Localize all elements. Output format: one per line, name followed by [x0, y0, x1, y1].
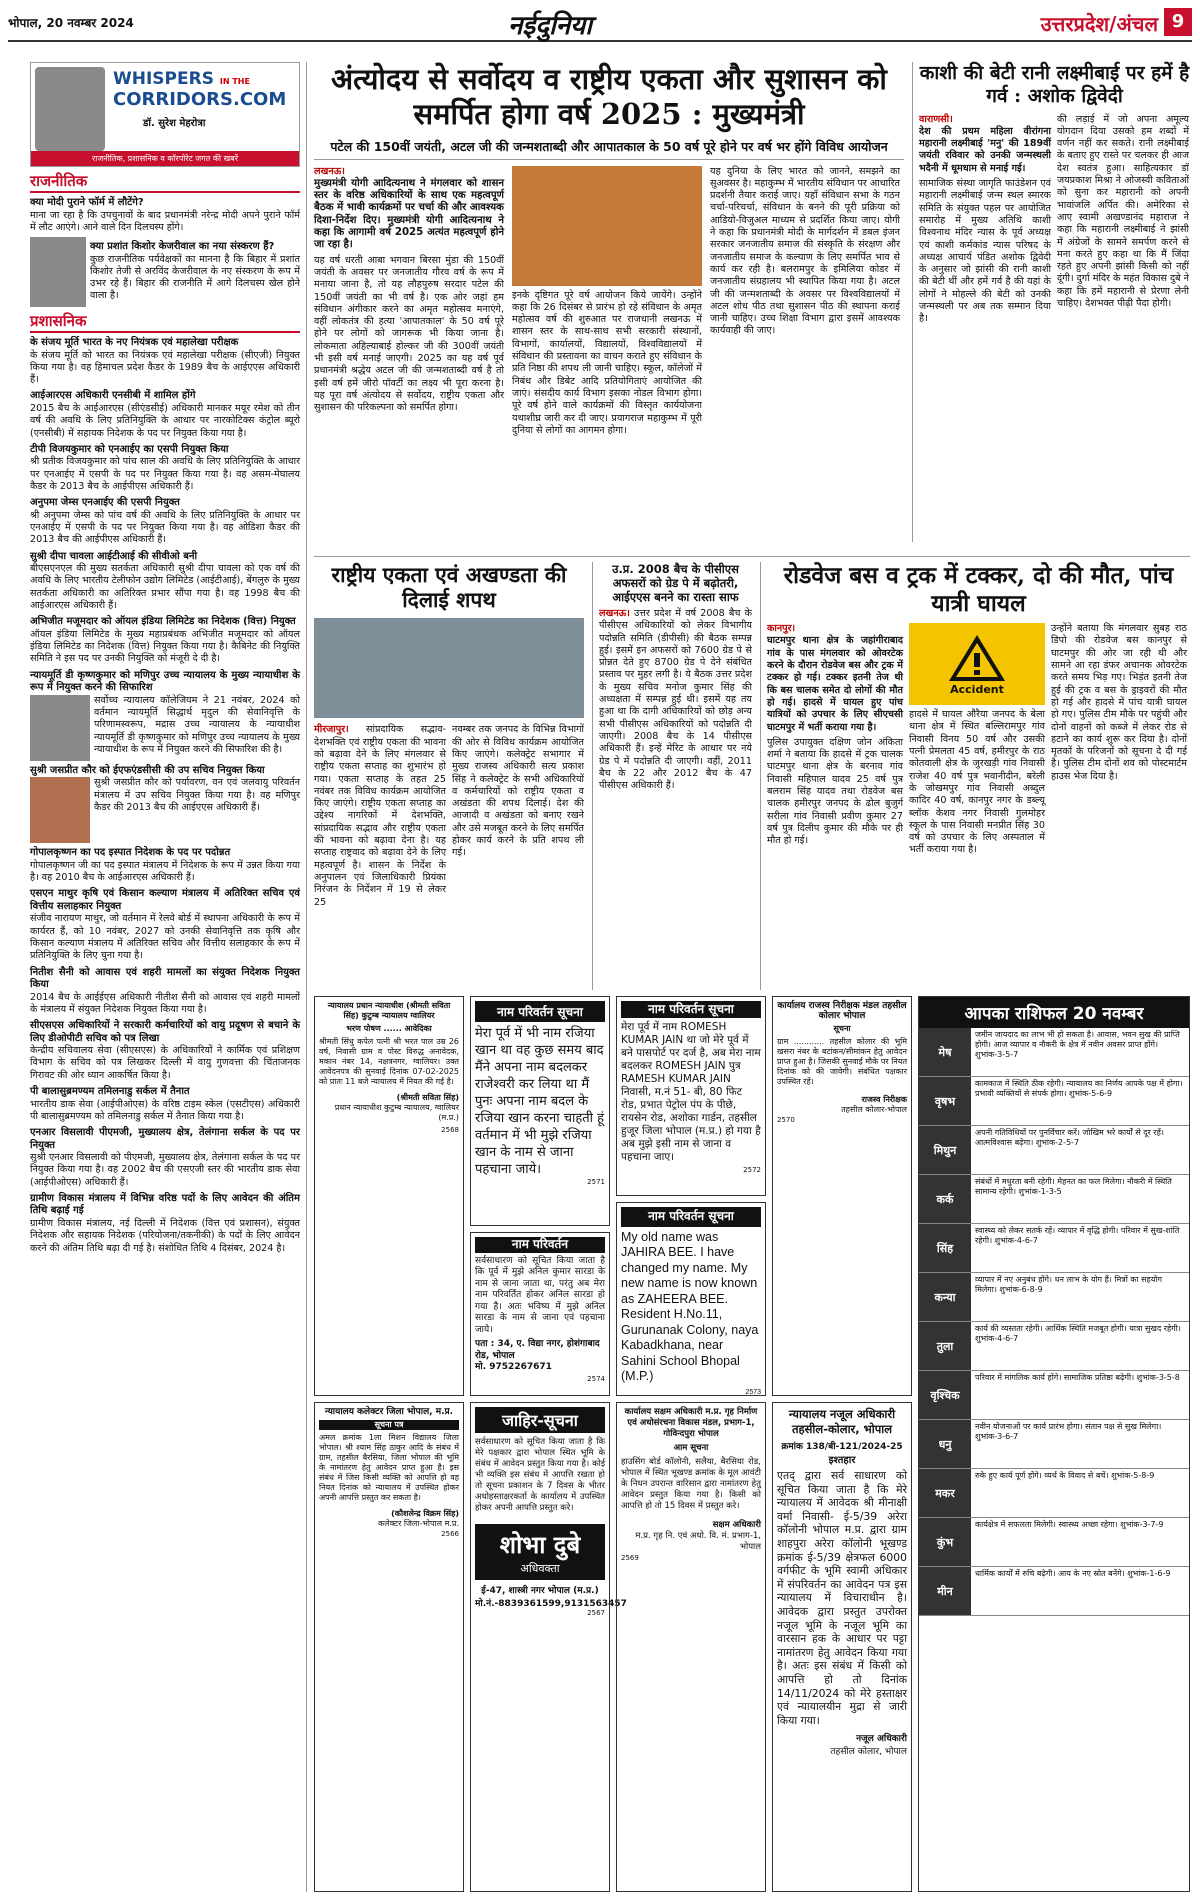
whispers-logo: WHISPERS IN THE CORRIDORS.COM	[113, 69, 287, 110]
lead-intro: मुख्यमंत्री योगी आदित्यनाथ ने मंगलवार को शासन स्तर के वरिष्ठ अधिकारियों के साथ एक महत्वपूर्ण बैठक में भावी कार्यक्रमों पर चर्चा की और आवश्यक दिशा-निर्देश दिए। मुख्यमंत्री योगी आदित्यनाथ ने कहा कि आगामी वर्ष 2025 अत्यंत महत्वपूर्ण होने जा रहा है।	[314, 177, 504, 251]
rashi-name: सिंह	[919, 1224, 971, 1272]
list-item: क्या मोदी पुराने फॉर्म में लौटेंगे? माना जा रहा है कि उपचुनावों के बाद प्रधानमंत्री नरेन्द्र मोदी अपने पुराने फॉर्म में लौट आएंगे। आने वाले दिन दिलचस्प होंगे।	[30, 197, 300, 233]
news-photo	[30, 237, 86, 307]
news-photo	[30, 777, 90, 843]
column-divider	[306, 62, 307, 1892]
nazul-notice: न्यायालय नजूल अधिकारी तहसील-कोलार, भोपाल क्रमांक 138/बी-121/2024-25 इश्तहार एतद् द्वारा सर्व साधारण को सूचित किया जाता है कि मेरे न्यायालय में आवेदक श्री मीनाक्षी वर्मा निवासी- ई-5/39 अरेरा कॉलोनी भोपाल म.प्र. द्वारा ग्राम शाहपुरा अरेरा कॉलोनी भूखण्ड क्रमांक ई-5/39 क्षेत्रफल 6000 वर्गफीट के भूमि स्वामी अधिकार में संपरिवर्तन का आवेदन पत्र इस न्यायालय में विचाराधीन है। आवेदक द्वारा प्रस्तुत उपरोक्त नजूल भूमि के नजूल भूमि का वारसान हक के आधार पर पट्टा नामांतरण हेतु आवेदन किया गया है। अतः इस संबंध में किसी को आपत्ति हो तो दिनांक 14/11/2024 को मेरे हस्ताक्षर एवं न्यायालयीन मुद्रा से जारी किया गया। नजूल अधिकारी तहसील कोलार, भोपाल	[772, 1402, 912, 1892]
list-item: सीएसएस अधिकारियों ने सरकारी कर्मचारियों को वायु प्रदूषण से बचाने के लिए डीओपीटी सचिव को पत्र लिखा केन्द्रीय सचिवालय सेवा (सीएसएस) के अधिकारियों ने कार्मिक एवं प्रशिक्षण विभाग के सचिव को पत्र लिखकर दिल्ली में वायु गुणवत्ता की चिंताजनक गिरावट की ओर ध्यान आकर्षित किया है।	[30, 1020, 300, 1081]
pcs-story	[592, 562, 752, 990]
ekta-headline: राष्ट्रीय एकता एवं अखण्डता की दिलाई शपथ	[331, 562, 567, 613]
jahir-suchna: जाहिर-सूचना सर्वसाधारण को सूचित किया जाता है कि मेरे पक्षकार द्वारा भोपाल स्थित भूमि के संबंध में आवेदन प्रस्तुत किया गया है। कोई भी व्यक्ति इस संबंध में आपत्ति रखता हो तो सूचना प्रकाशन के 7 दिवस के भीतर अधोहस्ताक्षरकर्ता के कार्यालय में उपस्थित होकर अपनी आपत्ति प्रस्तुत करे। शोभा दुबे अधिवक्ता ई-47, शास्त्री नगर भोपाल (म.प्र.) मो.नं.-8839361599,9131563457 2567	[470, 1402, 610, 1892]
name-change-notice-2: नाम परिवर्तन सूचना मेरा पूर्व में नाम ROMESH KUMAR JAIN था जो मेरे पूर्व में बने पासपोर्ट पर दर्ज है, अब मेरा नाम बदलकर ROMESH JAIN पुत्र RAMESH KUMAR JAIN निवासी, म.नं 51- बी, 80 फिट रोड, प्रभात पेट्रोल पंप के पीछे, रायसेन रोड, अशोका गार्डन, तहसील हुजूर जिला भोपाल (म.प्र.) हो गया है अब मुझे इसी नाम से जाना व पहचाना जाए। 2572	[616, 996, 766, 1196]
rashi-name: कर्क	[919, 1175, 971, 1223]
rashi-name: धनु	[919, 1420, 971, 1468]
rashi-name: वृषभ	[919, 1077, 971, 1125]
prashasnik-label: प्रशासनिक	[30, 311, 300, 333]
rashi-name: मिथुन	[919, 1126, 971, 1174]
list-item: पी बालासुब्रमण्यम तमिलनाडु सर्कल में तैनात भारतीय डाक सेवा (आईपीओएस) के वरिष्ठ टाइम स्केल (एसटीएस) अधिकारी पी बालासुब्रमण्यम को तमिलनाडु सर्कल में तैनात किया गया है।	[30, 1086, 300, 1122]
pcs-body: उत्तर प्रदेश में वर्ष 2008 बैच के पीसीएस अधिकारियों को लेकर विभागीय पदोन्नति समिति (डीपीसी) की बैठक सम्पन्न हुई। इसमें इन अफसरों को 7600 ग्रेड पे से प्रोन्नत देते हुए 8700 ग्रेड पे देने संबंधित प्रस्ताव पर मुहर लगी है। ये बैठक उत्तर प्रदेश के मुख्य सचिव मनोज कुमार सिंह की अध्यक्षता में सम्पन्न हुई थी। इसमें यह तय हुआ था कि दागी अधिकारियों को छोड़ अन्य सभी पीसीएस अधिकारियों को पदोन्नति दी जाएगी। 2008 बैच के 14 पीसीएस अधिकारी हैं। इन्हें मेरिट के आधार पर नये ग्रेड पे में पदोन्नति दी जाएगी। वहीं, 2011 बैच के 22 और 2012 बैच के 47 पीसीएस अधिकारी हैं।	[599, 608, 752, 792]
kashi-dateline: वाराणसी।	[919, 113, 953, 125]
accident-body-3: उन्होंने बताया कि मंगलवार सुबह राठ डिपो की रोडवेज बस कानपुर से घाटमपुर की ओर जा रही थी और सामने आ रहा डंफर अचानक ओवरटेक करते समय भिड़ गए। भिड़ंत इतनी तेज हुई की ट्रक व बस के ड्राइवरों की मौत हो गई और हादसे में पांच यात्री घायल हो गए। पुलिस टीम मौके पर पहुंची और दोनों वाहनों को कब्जे में लेकर रोड से हटाने का कार्य शुरू कर दिया है। दोनों मृतकों के परिजनों को सूचना दे दी गई है। पुलिस टीम दोनों शव को पोस्टमार्टम हाउस भेज दिया है।	[1051, 623, 1187, 782]
list-item: मिथुन अपनी गतिविधियों पर पुनर्विचार करें। जोखिम भरे कार्यों से दूर रहें। आत्मविश्वास बढ़ेगा। शुभांक-2-5-7	[919, 1126, 1189, 1175]
list-item: क्या प्रशांत किशोर केजरीवाल का नया संस्करण हैं? कुछ राजनीतिक पर्यवेक्षकों का मानना है कि बिहार में प्रशांत किशोर तेजी से अरविंद केजरीवाल के नए संस्करण के रूप में उभर रहे हैं। बिहार की राजनीति में आगे दिलचस्प खेल होने वाला है।	[30, 237, 300, 307]
accident-intro: घाटमपुर थाना क्षेत्र के जहांगीराबाद गांव के पास मंगलवार को ओवरटेक करने के दौरान रोडवेज बस और ट्रक में टक्कर हो गई। टक्कर इतनी तेज थी कि बस चालक समेत दो लोगों की मौत हो गई। हादसे में घायल हुए पांच यात्रियों को उपचार के लिए सीएचसी घाटमपुर में भर्ती कराया गया है।	[767, 635, 903, 733]
lead-subheadline: पटेल की 150वीं जयंती, अटल जी की जन्मशताब्दी और आपातकाल के 50 वर्ष पूरे होने पर वर्ष भर होंगे विविध आयोजन	[314, 138, 904, 160]
whispers-tagline: राजनीतिक, प्रशासनिक व कॉरपोरेट जगत की खबरें	[31, 151, 299, 166]
masthead-logo: नईदुनिया	[508, 11, 592, 41]
list-item: तुला कार्य की व्यस्तता रहेगी। आर्थिक स्थिति मजबूत होगी। यात्रा सुखद रहेगी। शुभांक-4-6-7	[919, 1322, 1189, 1371]
page-date: भोपाल, 20 नवम्बर 2024	[8, 16, 134, 30]
collector-notice: न्यायालय कलेक्टर जिला भोपाल, म.प्र. सूचना पत्र अमल क्रमांक 1ला मिशन विद्यालय जिला भोपाल। श्री श्याम सिंह ठाकुर आदि के संबंध में ग्राम, तहसील बैरसिया, जिला भोपाल की भूमि के नामांतरण हेतु आवेदन प्राप्त हुआ है। इस संबंध में जिस किसी व्यक्ति को आपत्ति हो वह नियत दिनांक को न्यायालय में उपस्थित होकर अपनी आपत्ति प्रस्तुत कर सकता है। (कौशलेन्द्र विक्रम सिंह) कलेक्टर जिला-भोपाल म.प्र. 2566	[314, 1402, 464, 1892]
kashi-intro: देश की प्रथम महिला वीरांगना महारानी लक्ष्मीबाई 'मनु' की 189वीं जयंती रविवार को उनकी जन्मस्थली भदैनी में धूमधाम से मनाई गई।	[919, 125, 1051, 174]
page-header	[8, 6, 1192, 42]
list-item: न्यायमूर्ति डी कृष्णकुमार को मणिपुर उच्च न्यायालय के मुख्य न्यायाधीश के रूप में नियुक्त करने की सिफारिश सर्वोच्च न्यायालय कॉलेजियम ने 21 नवंबर, 2024 को वर्तमान न्यायमूर्ति सिद्धार्थ मृदुल की सेवानिवृत्ति के परिणामस्वरूप, मद्रास उच्च न्यायालय के न्यायाधीश न्यायमूर्ति डी कृष्णकुमार को मणिपुर उच्च न्यायालय के मुख्य न्यायाधीश के रूप में नियुक्त करने की सिफारिश की है।	[30, 670, 300, 761]
list-item: आईआरएस अधिकारी एनसीबी में शामिल होंगे 2015 बैच के आईआरएस (सीएंडसीई) अधिकारी मानकर मयूर रमेश को तीन वर्ष की अवधि के लिए प्रतिनियुक्ति के आधार पर नारकोटिक्स कंट्रोल ब्यूरो (एनसीबी) में सहायक निदेशक के पद पर नियुक्त किया गया है।	[30, 390, 300, 439]
cm-photo	[512, 166, 702, 286]
accident-sign-icon: Accident	[909, 623, 1045, 705]
advocate-box: शोभा दुबे अधिवक्ता	[475, 1524, 605, 1580]
list-item: सुश्री जसप्रीत कौर को ईएफएंडसीसी की उप सचिव नियुक्त किया सुश्री जसप्रीत कौर को पर्यावरण, वन एवं जलवायु परिवर्तन मंत्रालय में उप सचिव नियुक्त किया गया है। वह मणिपुर कैडर की 2013 बैच की आईएएस अधिकारी हैं।	[30, 765, 300, 844]
list-item: कर्क संबंधों में मधुरता बनी रहेगी। मेहनत का फल मिलेगा। नौकरी में स्थिति सामान्य रहेगी। शुभांक-1-3-5	[919, 1175, 1189, 1224]
rashi-name: मीन	[919, 1567, 971, 1615]
list-item: वृषभ कामकाज में स्थिति ठीक रहेगी। न्यायालय का निर्णय आपके पक्ष में होगा। प्रभावी व्यक्तियों से संपर्क होगा। शुभांक-5-6-9	[919, 1077, 1189, 1126]
ekta-body-2: नवम्बर तक जनपद के विभिन्न विभागों की ओर से विविध कार्यक्रम आयोजित किए जाएंगे। कलेक्ट्रेट सभागार में मुख्य राजस्व अधिकारी सत्य प्रकाश सिंह ने कलेक्ट्रेट के सभी अधिकारियों व कर्मचारियों को राष्ट्रीय एकता व अखंडता की शपथ दिलाई। देश की आजादी व अखंडता को बनाए रखने और उसे मजबूत करने के लिए समर्पित होकर कार्य करने के प्रति शपथ ली गई।	[452, 724, 584, 859]
whispers-column	[30, 62, 300, 1892]
kashi-headline: काशी की बेटी रानी लक्ष्मीबाई पर हमें है गर्व : अशोक द्विवेदी	[919, 62, 1190, 107]
lead-body-1: यह वर्ष धरती आबा भगवान बिरसा मुंडा की 150वीं जयंती के अवसर पर जनजातीय गौरव वर्ष के रूप में मनाया जाना है, तो यह लौहपुरुष सरदार पटेल की 150वीं जयंती का भी वर्ष है। एक ओर जहां हम संविधान अंगीकार करने का अमृत महोत्सव मनाएंगे, वहीं लोकतंत्र की हत्या 'आपातकाल' के 50 वर्ष पूरे होने पर लोगों को जागरूक भी किया जाना है। लोकमाता अहिल्याबाई होल्कर जी की 300वीं जयंती भी इसी वर्ष मनाई जाएगी। 2025 का यह वर्ष पूर्व प्रधानमंत्री श्रद्धेय अटल जी की जन्मशताब्दी वर्ष है तो इसी वर्ष हमें जीरो पॉवर्टी का लक्ष्य भी पूरा करना है। यह पूरा वर्ष अंत्योदय से सर्वोदय, राष्ट्रीय एकता और सुशासन की परिकल्पना को समर्पित होगा।	[314, 254, 504, 414]
lead-story	[314, 62, 904, 552]
rashi-name: कन्या	[919, 1273, 971, 1321]
accident-headline: रोडवेज बस व ट्रक में टक्कर, दो की मौत, पांच यात्री घायल	[783, 562, 1174, 617]
news-photo	[30, 695, 90, 761]
list-item: कुंभ कार्यक्षेत्र में सफलता मिलेगी। स्वास्थ्य अच्छा रहेगा। शुभांक-3-7-9	[919, 1518, 1189, 1567]
rashi-name: तुला	[919, 1322, 971, 1370]
rashi-name: कुंभ	[919, 1518, 971, 1566]
section-divider	[314, 556, 1190, 557]
list-item: वृश्चिक परिवार में मांगलिक कार्य होंगे। सामाजिक प्रतिष्ठा बढ़ेगी। शुभांक-3-5-8	[919, 1371, 1189, 1420]
pcs-dateline: लखनऊ।	[599, 608, 630, 619]
rajneetik-label: राजनीतिक	[30, 171, 300, 193]
accident-dateline: कानपुर।	[767, 623, 796, 635]
ekta-body-1: सांप्रदायिक सद्भाव-देशभक्ति एवं राष्ट्रीय एकता की भावना को बढ़ावा देने के लिए मंगलवार से राष्ट्रीय एकता सप्ताह का शुभारंभ हो गया। एकता सप्ताह के तहत 25 नवंबर तक विविध कार्यक्रम आयोजित किए जाएंगे। राष्ट्रीय एकता सप्ताह का उद्देश्य नागरिकों में देशभक्ति, सांप्रदायिक सद्भाव और राष्ट्रीय एकता की भावना को बढ़ावा देना है। यह सप्ताह राष्ट्रवाद को बढ़ावा देने के लिए महत्वपूर्ण है। शासन के निर्देश के अनुपालन एवं जिलाधिकारी प्रियंका निरंजन के निर्देशन में 19 से लेकर 25	[314, 724, 446, 908]
kashi-story	[912, 62, 1190, 542]
list-item: टीपी विजयकुमार को एनआईए का एसपी नियुक्त किया श्री प्रतीक विजयकुमार को पांच साल की अवधि के लिए प्रतिनियुक्ति के आधार पर एनआईए में एसपी के पद पर नियुक्त किया गया है। वह असम-मेघालय कैडर के 2013 बैच के आईपीएस अधिकारी हैं।	[30, 443, 300, 492]
section-title: उत्तरप्रदेश/अंचल	[1040, 12, 1158, 36]
lead-dateline: लखनऊ।	[314, 165, 345, 177]
rajneetik-list	[30, 197, 300, 307]
prashasnik-list	[30, 337, 300, 1255]
kolar-revenue-notice: कार्यालय राजस्व निरीक्षक मंडल तहसील कोलार भोपाल सूचना ग्राम ............ तहसील कोलार की भूमि खसरा नंबर के बटांकन/सीमांकन हेतु आवेदन प्राप्त हुआ है। जिसकी सुनवाई मौके पर नियत दिनांक को की जावेगी। संबंधित पक्षकार उपस्थित रहें। राजस्व निरीक्षक तहसील कोलार-भोपाल 2570	[772, 996, 912, 1396]
list-item: अनुपमा जेम्स एनआईए की एसपी नियुक्त श्री अनुपमा जेम्स को पांच वर्ष की अवधि के लिए प्रतिनियुक्ति के आधार पर एनआईए में एसपी के पद पर नियुक्त किया गया है। वह ओडिशा कैडर की 2013 बैच की आईपीएस अधिकारी हैं।	[30, 497, 300, 546]
rashi-name: मकर	[919, 1469, 971, 1517]
housing-board-notice: कार्यालय सक्षम अधिकारी म.प्र. गृह निर्माण एवं अधोसंरचना विकास मंडल, प्रभाग-1, गोविन्दपुरा भोपाल आम सूचना हाउसिंग बोर्ड कॉलोनी, सलैया, बैरसिया रोड, भोपाल में स्थित भूखण्ड क्रमांक के मूल आवंटी के निधन उपरान्त वारिसान द्वारा नामांतरण हेतु आवेदन प्रस्तुत किया गया है। किसी को आपत्ति हो तो 15 दिवस में प्रस्तुत करे। सक्षम अधिकारी म.प्र. गृह नि. एवं अधो. वि. मं. प्रभाग-1, भोपाल 2569	[616, 1402, 766, 1892]
list-item: गोपालकृष्णन का पद इस्पात निदेशक के पद पर पदोन्नत गोपालकृष्णन जी का पद इस्पात मंत्रालय में निदेशक के रूप में उन्नत किया गया है। वह 2010 बैच के आईआरएस अधिकारी हैं।	[30, 847, 300, 884]
list-item: ग्रामीण विकास मंत्रालय में विभिन्न वरिष्ठ पदों के लिए आवेदन की अंतिम तिथि बढ़ाई गई ग्रामीण विकास मंत्रालय, नई दिल्ली में निदेशक (वित्त एवं प्रशासन), संयुक्त निदेशक और सहायक निदेशक (परियोजना/तकनीकी) के पदों के लिए आवेदन करने की अंतिम तिथि बढ़ा दी गई है। संशोधित तिथि 4 दिसंबर, 2024 है।	[30, 1192, 300, 1254]
accident-story	[760, 562, 1190, 990]
list-item: धनु नवीन योजनाओं पर कार्य प्रारंभ होगा। संतान पक्ष से सुख मिलेगा। शुभांक-3-6-7	[919, 1420, 1189, 1469]
list-item: के संजय मूर्ति भारत के नए नियंत्रक एवं महालेखा परीक्षक के संजय मूर्ति को भारत का नियंत्रक एवं महालेखा परीक्षक (सीएजी) नियुक्त किया गया है। वह हिमाचल प्रदेश कैडर के 1989 बैच के आईएएस अधिकारी हैं।	[30, 337, 300, 386]
list-item: सिंह स्वास्थ्य को लेकर सतर्क रहें। व्यापार में वृद्धि होगी। परिवार में सुख-शांति रहेगी। शुभांक-4-6-7	[919, 1224, 1189, 1273]
lead-headline: अंत्योदय से सर्वोदय व राष्ट्रीय एकता और सुशासन को समर्पित होगा वर्ष 2025 : मुख्यमंत्री	[331, 62, 887, 131]
list-item: मीन धार्मिक कार्यों में रुचि बढ़ेगी। आय के नए स्रोत बनेंगे। शुभांक-1-6-9	[919, 1567, 1189, 1616]
name-change-notice-3: नाम परिवर्तन सूचना My old name was JAHIRA BEE. I have changed my name. My new name is now known as ZAHEERA BEE. Resident H.No.11, Gurunanak Colony, naya Kabadkhana, near Sahini School Bhopal (M.P.) 2573	[616, 1202, 766, 1396]
rashi-name: मेष	[919, 1028, 971, 1076]
name-change-notice-1: नाम परिवर्तन सूचना मेरा पूर्व में भी नाम रजिया खान था वह कुछ समय बाद मैंने अपना नाम बदलकर राजेश्वरी कर लिया था मैं पुनः अपना नाम बदल के रजिया खान करना चाहती हूं वर्तमान में भी मुझे रजिया खान के नाम से जाना पहचाना जाये। 2571	[470, 996, 610, 1226]
list-item: अभिजीत मजूमदार को ऑयल इंडिया लिमिटेड का निदेशक (वित्त) नियुक्त ऑयल इंडिया लिमिटेड के मुख्य महाप्रबंधक अभिजीत मजूमदार को ऑयल इंडिया लिमिटेड का निदेशक (वित्त) नियुक्त किया गया है। कैबिनेट की नियुक्ति समिति ने इस पद पर उनकी नियुक्ति को मंजूरी दे दी है।	[30, 616, 300, 665]
ekta-story	[314, 562, 584, 990]
name-change-notice-4: नाम परिवर्तन सर्वसाधारण को सूचित किया जाता है कि पूर्व में मुझे अनिल कुमार सारडा के नाम से जाना जाता था, परंतु अब मेरा नाम परिवर्तित होकर अनिल सारडा हो गया है। अतः भविष्य में मुझे अनिल सारडा के नाम से जाना एवं पहचाना जाये। पता : 34, ए. विद्या नगर, होशंगाबाद रोड, भोपाल मो. 9752267671 2574	[470, 1232, 610, 1396]
pcs-headline: उ.प्र. 2008 बैच के पीसीएस अफसरों को ग्रेड पे में बढ़ोतरी, आईएएस बनने का रास्ता साफ	[612, 562, 739, 604]
author-photo	[35, 67, 105, 151]
ekta-dateline: मीरजापुर।	[314, 724, 349, 736]
list-item: मेष जमीन जायदाद का लाभ भी हो सकता है। आवास, भवन सुख की प्राप्ति होगी। आज व्यापार व नौकरी के क्षेत्र में नवीन अवसर प्राप्त होंगे। शुभांक-3-5-7	[919, 1028, 1189, 1077]
list-item: नितीश सैनी को आवास एवं शहरी मामलों का संयुक्त निदेशक नियुक्त किया 2014 बैच के आईईएस अधिकारी नीतीश सैनी को आवास एवं शहरी मामलों के मंत्रालय में संयुक्त निदेशक नियुक्त किया गया है।	[30, 966, 300, 1015]
accident-body-2: हादसे में घायल औरैया जनपद के बेला थाना क्षेत्र में स्थित बल्लिरामपुर गांव निवासी विनय 50 वर्ष और उसकी पत्नी प्रेमलता 45 वर्ष, हमीरपुर के राठ कोतवाली क्षेत्र के जुरखड़ी गांव निवासी राजेश 40 वर्ष पुत्र भवानीदीन, बरेली के जोखमपुर गांव निवासी अब्दुल कादिर 40 वर्ष, कानपुर नगर के डब्ल्यू ब्लॉक केशव नगर निवासी गुलमोहर स्कूल के पास निवासी मनप्रीत सिंह 30 वर्ष को उपचार के लिए अस्पताल में भर्ती कराया गया है।	[909, 709, 1045, 856]
kashi-body-1: सामाजिक संस्था जागृति फाउंडेशन एवं महारानी लक्ष्मीबाई जन्म स्थल स्मारक समिति के संयुक्त पहल पर आयोजित समारोह में मुख्य अतिथि काशी विश्वनाथ मंदिर न्यास के पूर्व अध्यक्ष एवं काशी कर्मकांड न्यास परिषद के अध्यक्ष आचार्य पंडित अशोक द्विवेदी के अनुसार जो झांसी की रानी काशी की बेटी थीं और हमें गर्व है की यहां के लोगों ने मोहल्ले की बेटी को उनकी जन्मस्थली पर अब तक सम्मान दिया है।	[919, 178, 1051, 325]
rashifal-title: आपका राशिफल 20 नवम्बर	[919, 997, 1189, 1028]
rashi-name: वृश्चिक	[919, 1371, 971, 1419]
rashifal-list	[919, 1028, 1189, 1616]
list-item: कन्या व्यापार में नए अनुबंध होंगे। धन लाभ के योग हैं। मित्रों का सहयोग मिलेगा। शुभांक-6-8-9	[919, 1273, 1189, 1322]
accident-body-1: पुलिस उपायुक्त दक्षिण जोन अंकिता शर्मा ने बताया कि हादसे में ट्रक चालक घाटमपुर थाना क्षेत्र के बरनाव गांव निवासी महिपाल यादव 25 वर्ष पुत्र बलराम सिंह यादव तथा रोडवेज बस चालक हमीरपुर जनपद के ढोल बुजुर्ग सरीला गांव निवासी प्रवीण कुमार 27 वर्ष पुत्र दिलीप कुमार की मौके पर ही मौत हो गई।	[767, 736, 903, 847]
list-item: मकर रुके हुए कार्य पूर्ण होंगे। व्यर्थ के विवाद से बचें। शुभांक-5-8-9	[919, 1469, 1189, 1518]
list-item: सुश्री दीपा चावला आईटीआई की सीवीओ बनी बीएसएनएल की मुख्य सतर्कता अधिकारी सुश्री दीपा चावला को एक वर्ष की अवधि के लिए भारतीय टेलीफोन उद्योग लिमिटेड (आईटीआई), बेंगलुरु के मुख्य सतर्कता अधिकारी का अतिरिक्त प्रभार सौंपा गया है। वह 1998 बैच की आईआरएस अधिकारी हैं।	[30, 550, 300, 612]
ekta-photo	[314, 618, 584, 718]
rashifal-box	[918, 996, 1190, 1892]
lead-body-2: इनके दृष्टिगत पूरे वर्ष आयोजन किये जायेंगे। उन्होंने कहा कि 26 दिसंबर से प्रारंभ हो रहे संविधान के अमृत महोत्सव वर्ष की शुरुआत पर राजधानी लखनऊ में शासन स्तर के साथ-साथ सभी सरकारी संस्थानों, विभागों, कार्यालयों, विद्यालयों, विश्वविद्यालयों में संविधान की प्रस्तावना का वाचन कराते हुए संविधान के प्रति निष्ठा की शपथ ली जानी चाहिए। स्कूल, कॉलेजों में निबंध और डिबेट आदि प्रतियोगिताएं आयोजित की जाएं। संसदीय कार्य विभाग इसका नोडल विभाग होगा। पूरे वर्ष होने वाले कार्यक्रमों की विस्तृत कार्ययोजना यथाशीघ्र जारी कर दी जाए। प्रयागराज महाकुम्भ में पूरी दुनिया से लोगों का आगमन होगा।	[512, 289, 702, 436]
page-number: 9	[1164, 8, 1192, 36]
list-item: एनआर विसलावी पीएमजी, मुख्यालय क्षेत्र, तेलंगाना सर्कल के पद पर नियुक्त सुश्री एनआर विसलावी को पीएमजी, मुख्यालय क्षेत्र, तेलंगाना सर्कल के पद पर नियुक्त किया गया है। वह 2002 बैच की एसएजी स्तर की भारतीय डाक सेवा (आईपीओएस) अधिकारी हैं।	[30, 1127, 300, 1188]
court-notice: न्यायालय प्रधान न्यायाधीश (श्रीमती सविता सिंह) कुटुम्ब न्यायालय ग्वालियर भरण पोषण ...... आवेदिका श्रीमती सिंधु कपेल पत्नी श्री भरत पाल उम्र 26 वर्ष, निवासी ग्राम व पोस्ट विरुद्ध अनावेदक, मकान नंबर 14, नक्षत्रनगर, ग्वालियर। उक्त आवेदनपत्र की सुनवाई दिनांक 07-02-2025 को प्रातः 11 बजे न्यायालय में नियत की गई है। (श्रीमती सविता सिंह) प्रधान न्यायाधीश कुटुम्ब न्यायालय, ग्वालियर (म.प्र.) 2568	[314, 996, 464, 1396]
lead-body-3: यह दुनिया के लिए भारत को जानने, समझने का सुअवसर है। महाकुम्भ में भारतीय संविधान पर आधारित प्रदर्शनी तैयार कराई जाए। यहाँ संविधान सभा के गठन चर्चा-परिचर्चा, संविधान के बनने की पूरी प्रक्रिया को आडियो-विजुअल माध्यम से प्रदर्शित किया जाए। योगी ने कहा कि प्रधानमंत्री मोदी के मार्गदर्शन में डबल इंजन सरकार जनजातीय समाज की संस्कृति के संरक्षण और जनजातीय समाज के कल्याण के लिए समर्पित भाव से कार्य कर रही है। बलरामपुर के इमिलिया कोडर में जनजातीय संग्रहालय भी स्थापित किया गया है। अटल जी की जन्मशताब्दी के अवसर पर विश्वविद्यालयों में अटल शोध पीठ तथा सुशासन पीठ की स्थापना कराई जानी चाहिए। उच्च शिक्षा विभाग द्वारा इसमें आवश्यक कार्यवाही की जाए।	[710, 165, 900, 337]
whispers-byline: डॉ. सुरेश मेहरोत्रा	[143, 118, 206, 129]
kashi-body-2: की लड़ाई में जो अपना अमूल्य योगदान दिया उसको हम शब्दों में वर्णन नहीं कर सकते। रानी लक्ष्मीबाई के बताए हुए रास्ते पर चलकर ही आज देश स्वतंत्र हुआ। साहित्यकार डॉ जयप्रकाश मिश्रा ने ओजस्वी कविताओं को सुना कर महारानी को अपनी भावांजलि अर्पित की। अमेरिका से आए स्वामी अखण्डानंद महाराज ने कहा कि महारानी लक्ष्मीबाई ने झांसी में अंग्रेजों के सामने समर्पण करने से मना करते हुए कहा था कि मैं जिंदा रहते हुए अपनी झांसी किसी को नहीं दूंगी। दुर्गा मंदिर के महंत विकास दुबे ने कहा कि हमें महारानी से प्रेरणा लेनी चाहिए। देशभक्त पीढ़ी पैदा होगी।	[1057, 113, 1189, 310]
list-item: एसएन माथुर कृषि एवं किसान कल्याण मंत्रालय में अतिरिक्त सचिव एवं वित्तीय सलाहकार नियुक्त संजीव नारायण माथुर, जो वर्तमान में रेलवे बोर्ड में स्थापना अधिकारी के रूप में कार्यरत हैं, को 10 नवंबर, 2027 को उनकी सेवानिवृत्ति तक कृषि और किसान कल्याण मंत्रालय में अतिरिक्त सचिव और वित्तीय सलाहकार के रूप में प्रतिनियुक्ति के लिए चुना गया है।	[30, 888, 300, 962]
whispers-logo-box	[30, 62, 300, 167]
